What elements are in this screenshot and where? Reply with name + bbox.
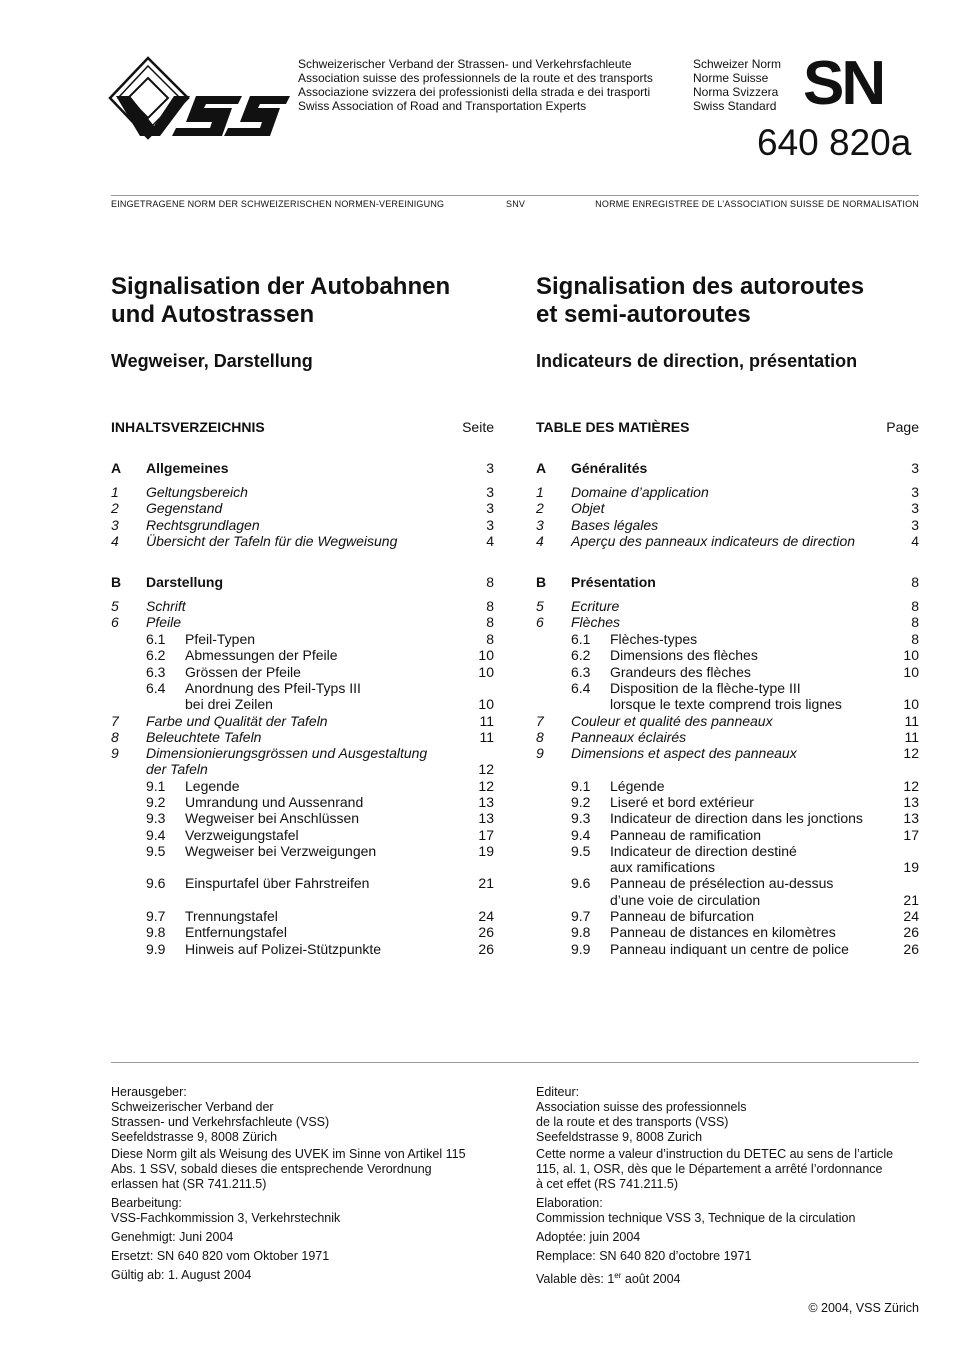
toc-number: 7: [536, 713, 544, 729]
toc-title: Legende: [185, 778, 240, 794]
registration-fr: NORME ENREGISTREE DE L’ASSOCIATION SUISSE DE NORMALISATION: [595, 199, 919, 209]
title-de: [111, 273, 450, 329]
toc-number: 9.5: [146, 843, 166, 859]
toc-title: Allgemeines: [146, 460, 229, 476]
toc-page-number: 11: [479, 713, 494, 729]
footer-line: Adoptée: juin 2004: [536, 1230, 641, 1244]
toc-title: Wegweiser bei Anschlüssen: [185, 810, 360, 826]
toc-page-number: 13: [903, 810, 919, 826]
assoc-line: Swiss Association of Road and Transportation Experts: [298, 99, 587, 113]
footer-line: Genehmigt: Juni 2004: [111, 1230, 234, 1244]
footer-line: Seefeldstrasse 9, 8008 Zurich: [536, 1130, 703, 1144]
toc-title: Hinweis auf Polizei-Stützpunkte: [185, 941, 382, 957]
registration-de: EINGETRAGENE NORM DER SCHWEIZERISCHEN NORMEN-VEREINIGUNG: [111, 199, 445, 209]
toc-title: lorsque le texte comprend trois lignes: [610, 696, 842, 712]
footer-line: Strassen- und Verkehrsfachleute (VSS): [111, 1115, 330, 1129]
toc-title: Darstellung: [146, 574, 224, 590]
footer-line: Elaboration:: [536, 1196, 603, 1210]
toc-number: 9.1: [571, 778, 591, 794]
footer-line: Commission technique VSS 3, Technique de la circulation: [536, 1211, 856, 1225]
toc-title: Domaine d’application: [571, 484, 709, 500]
toc-number: 9.9: [571, 941, 591, 957]
toc-number: 6.1: [146, 631, 166, 647]
toc-number: 9.1: [146, 778, 166, 794]
vss-logo: [108, 56, 290, 140]
toc-page-number: 8: [911, 631, 919, 647]
footer-line: VSS-Fachkommission 3, Verkehrstechnik: [111, 1211, 341, 1225]
toc-page-number: 3: [911, 484, 919, 500]
page-label-de: Seite: [462, 419, 494, 435]
norm-labels: [693, 57, 781, 113]
toc-page-number: 26: [903, 941, 919, 957]
toc-page-number: 4: [486, 533, 494, 549]
toc-title: Objet: [571, 500, 605, 516]
toc-page-number: 10: [478, 647, 494, 663]
toc-title: Panneau de bifurcation: [610, 908, 754, 924]
toc-page-number: 10: [903, 664, 919, 680]
toc-number: 3: [111, 517, 119, 533]
toc-page-number: 3: [486, 484, 494, 500]
toc-title: Panneaux éclairés: [571, 729, 687, 745]
title-fr-line1: Signalisation des autoroutes: [536, 273, 865, 300]
toc-title: Dimensions des flèches: [610, 647, 758, 663]
title-fr: [536, 273, 864, 329]
footer-line: Seefeldstrasse 9, 8008 Zürich: [111, 1130, 278, 1144]
toc-number: 6: [111, 614, 119, 630]
toc-page-number: 11: [904, 713, 919, 729]
valid-fr: [536, 1268, 681, 1287]
toc-number: 7: [111, 713, 119, 729]
toc-number: B: [111, 574, 122, 590]
toc-number: 8: [536, 729, 544, 745]
toc-title: Trennungstafel: [185, 908, 278, 924]
toc-number: 6.3: [571, 664, 591, 680]
toc-page-number: 19: [903, 859, 919, 875]
toc-number: 9.7: [146, 908, 166, 924]
valid-fr-sup: er: [614, 1271, 622, 1280]
toc-title: Gegenstand: [146, 500, 223, 516]
toc-page-number: 10: [478, 696, 494, 712]
toc-number: 9.9: [146, 941, 166, 957]
toc-page-number: 3: [486, 500, 494, 516]
title-de-line1: Signalisation der Autobahnen: [111, 273, 451, 300]
toc-page-number: 3: [486, 460, 494, 476]
header-divider: [111, 195, 919, 196]
association-names: [298, 57, 653, 113]
toc-number: 6.3: [146, 664, 166, 680]
toc-number: 5: [536, 598, 544, 614]
toc-number: 9.8: [146, 924, 166, 940]
toc-title: Übersicht der Tafeln für die Wegweisung: [146, 533, 398, 549]
toc-page-number: 8: [486, 598, 494, 614]
toc-title: Dimensions et aspect des panneaux: [571, 745, 797, 761]
toc-number: 1: [536, 484, 544, 500]
footer-line: Editeur:: [536, 1085, 580, 1099]
toc-number: 8: [111, 729, 119, 745]
assoc-line: Associazione svizzera dei professionisti della strada e dei trasporti: [298, 85, 651, 99]
page-label-fr: Page: [886, 419, 919, 435]
toc-page-number: 26: [478, 924, 494, 940]
toc-number: 9.8: [571, 924, 591, 940]
norm-label: Schweizer Norm: [693, 57, 782, 71]
toc-heading-fr: TABLE DES MATIÈRES: [536, 419, 690, 435]
footer-line: 115, al. 1, OSR, dès que le Département a arrêté l’ordonnance: [536, 1162, 883, 1176]
toc-page-number: 21: [903, 892, 919, 908]
toc-title: Bases légales: [571, 517, 659, 533]
toc-page-number: 13: [478, 810, 494, 826]
toc-number: 6.1: [571, 631, 591, 647]
toc-page-number: 19: [478, 843, 494, 859]
toc-number: 4: [536, 533, 544, 549]
footer-line: de la route et des transports (VSS): [536, 1115, 729, 1129]
footer-line: Cette norme a valeur d’instruction du DETEC au sens de l’article: [536, 1147, 894, 1161]
toc-page-number: 12: [478, 778, 494, 794]
toc-number: 9.4: [571, 827, 591, 843]
toc-title: Liseré et bord extérieur: [610, 794, 754, 810]
footer-line: Remplace: SN 640 820 d’octobre 1971: [536, 1249, 752, 1263]
toc-number: 9: [111, 745, 119, 761]
toc-page-number: 3: [911, 500, 919, 516]
toc-page-number: 8: [911, 614, 919, 630]
toc-number: 9.7: [571, 908, 591, 924]
toc-title: Wegweiser bei Verzweigungen: [185, 843, 377, 859]
toc-title: Indicateur de direction dans les jonctions: [610, 810, 863, 826]
toc-number: A: [536, 460, 547, 476]
toc-page-number: 4: [911, 533, 919, 549]
toc-number: A: [111, 460, 122, 476]
footer-divider: [111, 1062, 919, 1063]
norm-label: Norma Svizzera: [693, 85, 779, 99]
toc-title: Entfernungstafel: [185, 924, 287, 940]
toc-page-number: 8: [911, 598, 919, 614]
toc-page-number: 10: [903, 696, 919, 712]
toc-page-number: 8: [486, 574, 494, 590]
toc-number: 6.2: [146, 647, 166, 663]
toc-title: Verzweigungstafel: [185, 827, 299, 843]
footer-line: Abs. 1 SSV, sobald dieses die entsprechende Verordnung: [111, 1162, 432, 1176]
toc-page-number: 26: [903, 924, 919, 940]
toc-title: Einspurtafel über Fahrstreifen: [185, 875, 370, 891]
toc-number: 2: [111, 500, 119, 516]
toc-page-number: 13: [478, 794, 494, 810]
toc-title: Flèches-types: [610, 631, 698, 647]
toc-title: der Tafeln: [146, 761, 208, 777]
toc-page-number: 12: [903, 778, 919, 794]
toc-page-number: 17: [478, 827, 494, 843]
toc-page-number: 12: [903, 745, 919, 761]
toc-page-number: 24: [903, 908, 919, 924]
toc-number: 4: [111, 533, 119, 549]
toc-title: Dimensionierungsgrössen und Ausgestaltung: [146, 745, 428, 761]
toc-title: Abmessungen der Pfeile: [185, 647, 338, 663]
copyright: © 2004, VSS Zürich: [808, 1301, 919, 1315]
toc-number: 9: [536, 745, 544, 761]
norm-label: Swiss Standard: [693, 99, 777, 113]
footer-line: Schweizerischer Verband der: [111, 1100, 274, 1114]
toc-number: 9.2: [571, 794, 591, 810]
footer-line: Ersetzt: SN 640 820 vom Oktober 1971: [111, 1249, 330, 1263]
registration-snv: SNV: [506, 199, 526, 209]
toc-title: Rechtsgrundlagen: [146, 517, 260, 533]
footer-line: Bearbeitung:: [111, 1196, 182, 1210]
toc-title: Umrandung und Aussenrand: [185, 794, 364, 810]
toc-title: Panneau de ramification: [610, 827, 761, 843]
toc-number: 9.6: [146, 875, 166, 891]
norm-label: Norme Suisse: [693, 71, 769, 85]
toc-title: Aperçu des panneaux indicateurs de direction: [571, 533, 856, 549]
toc-number: 6.2: [571, 647, 591, 663]
toc-number: B: [536, 574, 547, 590]
toc-title: Grandeurs des flèches: [610, 664, 751, 680]
toc-page-number: 12: [478, 761, 494, 777]
subtitle-fr: Indicateurs de direction, présentation: [536, 351, 858, 371]
toc-title: Pfeile: [146, 614, 182, 630]
toc-title: Panneau de distances en kilomètres: [610, 924, 836, 940]
toc-number: 6.4: [571, 680, 591, 696]
toc-title: Panneau de présélection au-dessus: [610, 875, 834, 891]
toc-page-number: 26: [478, 941, 494, 957]
toc-title: Anordnung des Pfeil-Typs III: [185, 680, 361, 696]
footer-line: Herausgeber:: [111, 1085, 187, 1099]
footer-line: Association suisse des professionnels: [536, 1100, 747, 1114]
footer-line: Diese Norm gilt als Weisung des UVEK im Sinne von Artikel 115: [111, 1147, 466, 1161]
toc-number: 9.5: [571, 843, 591, 859]
toc-page-number: 3: [911, 460, 919, 476]
toc-title: Flèches: [571, 614, 621, 630]
toc-page-number: 10: [903, 647, 919, 663]
toc-title: Présentation: [571, 574, 656, 590]
toc-page-number: 11: [904, 729, 919, 745]
toc-page-number: 3: [486, 517, 494, 533]
toc-title: d’une voie de circulation: [610, 892, 761, 908]
toc-page-number: 17: [903, 827, 919, 843]
toc-number: 6.4: [146, 680, 166, 696]
toc-title: Indicateur de direction destiné: [610, 843, 797, 859]
toc-page-number: 8: [911, 574, 919, 590]
toc-number: 3: [536, 517, 544, 533]
toc-title: Légende: [610, 778, 665, 794]
toc-number: 2: [536, 500, 544, 516]
toc-number: 5: [111, 598, 119, 614]
valid-fr-suffix: août 2004: [621, 1272, 681, 1287]
toc-page-number: 21: [478, 875, 494, 891]
toc-number: 9.6: [571, 875, 591, 891]
title-de-line2: und Autostrassen: [111, 301, 315, 328]
toc-page-number: 11: [479, 729, 494, 745]
norm-number: 640 820a: [757, 122, 912, 163]
toc-page-number: 8: [486, 614, 494, 630]
toc-number: 9.2: [146, 794, 166, 810]
toc-page-number: 10: [478, 664, 494, 680]
toc-page-number: 3: [911, 517, 919, 533]
toc-number: 6: [536, 614, 544, 630]
toc-page-number: 24: [478, 908, 494, 924]
toc-page-number: 8: [486, 631, 494, 647]
toc-heading-de: INHALTSVERZEICHNIS: [111, 419, 265, 435]
toc-title: Schrift: [146, 598, 186, 614]
toc-title: Couleur et qualité des panneaux: [571, 713, 773, 729]
toc-number: 9.3: [571, 810, 591, 826]
toc-page-number: 13: [903, 794, 919, 810]
toc-title: Disposition de la flèche-type III: [610, 680, 801, 696]
toc-title: Généralités: [571, 460, 648, 476]
toc-number: 9.4: [146, 827, 166, 843]
valid-fr-prefix: Valable dès: 1: [536, 1272, 615, 1287]
footer-line: à cet effet (RS 741.211.5): [536, 1177, 678, 1191]
toc-title: Geltungsbereich: [146, 484, 248, 500]
toc-title: Grössen der Pfeile: [185, 664, 301, 680]
footer-line: Gültig ab: 1. August 2004: [111, 1268, 252, 1282]
toc-title: Farbe und Qualität der Tafeln: [146, 713, 328, 729]
toc-title: bei drei Zeilen: [185, 696, 273, 712]
footer-line: erlassen hat (SR 741.211.5): [111, 1177, 267, 1191]
subtitle-de: Wegweiser, Darstellung: [111, 351, 313, 371]
assoc-line: Association suisse des professionnels de la route et des transports: [298, 71, 653, 85]
toc-title: Pfeil-Typen: [185, 631, 256, 647]
toc-title: Panneau indiquant un centre de police: [610, 941, 849, 957]
toc-number: 9.3: [146, 810, 166, 826]
toc-number: 1: [111, 484, 119, 500]
toc-title: Ecriture: [571, 598, 620, 614]
assoc-line: Schweizerischer Verband der Strassen- und Verkehrsfachleute: [298, 57, 632, 71]
sn-mark: SN: [803, 49, 884, 118]
toc-title: aux ramifications: [610, 859, 716, 875]
title-fr-line2: et semi-autoroutes: [536, 301, 751, 328]
toc-title: Beleuchtete Tafeln: [146, 729, 262, 745]
